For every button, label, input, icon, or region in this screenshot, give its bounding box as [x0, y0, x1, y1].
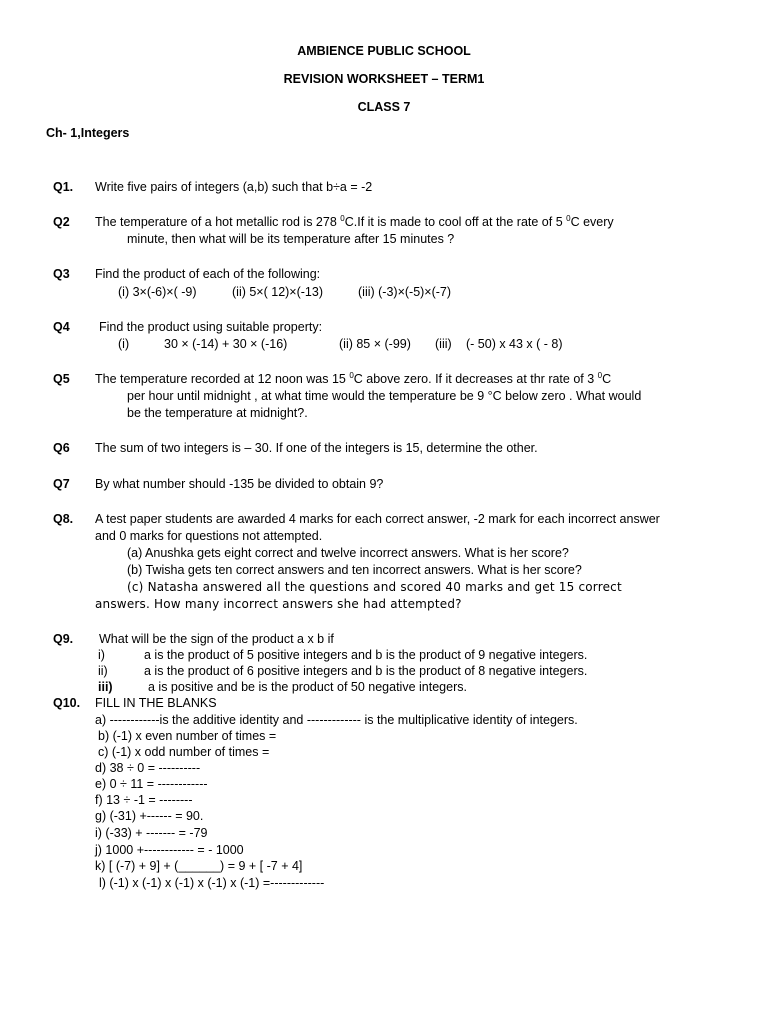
q5-line1-part-c: C — [602, 372, 612, 386]
q8-part-c-line2: answers. How many incorrect answers she had attempted? — [95, 597, 462, 611]
q5-line1 — [95, 372, 611, 386]
class-label: CLASS 7 — [357, 100, 411, 114]
q2-line2: minute, then what will be its temperature after 15 minutes ? — [127, 232, 455, 246]
q10-item: g) (-31) +------ = 90. — [95, 809, 204, 823]
q5-number: Q5 — [53, 372, 70, 386]
q6-text: The sum of two integers is – 30. If one of the integers is 15, determine the other. — [95, 441, 538, 455]
q10-item: d) 38 ÷ 0 = ---------- — [95, 761, 201, 775]
q10-item: c) (-1) x odd number of times = — [98, 745, 270, 759]
q1-text: Write five pairs of integers (a,b) such that b÷a = -2 — [95, 180, 373, 194]
q8-line2: and 0 marks for questions not attempted. — [95, 529, 323, 543]
q10-item: l) (-1) x (-1) x (-1) x (-1) x (-1) =------------- — [99, 876, 325, 890]
q9-number: Q9. — [53, 632, 74, 646]
q9-item-text: a is the product of 6 positive integers and b is the product of 8 negative integers. — [144, 664, 588, 678]
q8-part-a: (a) Anushka gets eight correct and twelve incorrect answers. What is her score? — [127, 546, 569, 560]
q8-part-c-line1: (c) Natasha answered all the questions and scored 40 marks and get 15 correct — [127, 580, 622, 594]
q2-number: Q2 — [53, 215, 70, 229]
q8-line1: A test paper students are awarded 4 marks for each correct answer, -2 mark for each incorrect answer — [95, 512, 660, 526]
q9-text: What will be the sign of the product a x b if — [99, 632, 334, 646]
q3-part-iii: (iii) (-3)×(-5)×(-7) — [358, 285, 452, 299]
q5-line1-part-a: The temperature recorded at 12 noon was 15 — [95, 372, 350, 386]
q7-number: Q7 — [53, 477, 70, 491]
q8-number: Q8. — [53, 512, 74, 526]
q8-part-b: (b) Twisha gets ten correct answers and ten incorrect answers. What is her score? — [127, 563, 582, 577]
q2-line1-part-b: C.If it is made to cool off at the rate of 5 — [344, 215, 567, 229]
q9-item-label: ii) — [98, 664, 108, 678]
q9-item-text: a is positive and be is the product of 50 negative integers. — [148, 680, 467, 694]
q9-item-label: iii) — [98, 680, 113, 694]
q6-number: Q6 — [53, 441, 70, 455]
q7-text: By what number should -135 be divided to obtain 9? — [95, 477, 384, 491]
q2-line1-part-c: C every — [570, 215, 614, 229]
q10-item: a) ------------is the additive identity and ------------- is the multiplicative identity of integers. — [95, 713, 578, 727]
q2-line1-part-a: The temperature of a hot metallic rod is 278 — [95, 215, 341, 229]
q4-part-iii: (- 50) x 43 x ( - 8) — [466, 337, 563, 351]
q3-part-ii: (ii) 5×( 12)×(-13) — [232, 285, 323, 299]
q10-item: e) 0 ÷ 11 = ------------ — [95, 777, 208, 791]
q10-title: FILL IN THE BLANKS — [95, 696, 217, 710]
q10-number: Q10. — [53, 696, 81, 710]
q5-line1-part-b: C above zero. If it decreases at thr rate of 3 — [353, 372, 598, 386]
q3-number: Q3 — [53, 267, 70, 281]
q4-part-i: 30 × (-14) + 30 × (-16) — [164, 337, 288, 351]
q10-item: f) 13 ÷ -1 = -------- — [95, 793, 193, 807]
q10-item: k) [ (-7) + 9] + (______) = 9 + [ -7 + 4] — [95, 859, 303, 873]
q4-part-i-label: (i) — [118, 337, 130, 351]
q4-text: Find the product using suitable property: — [99, 320, 323, 334]
q9-item-text: a is the product of 5 positive integers and b is the product of 9 negative integers. — [144, 648, 588, 662]
q9-item-label: i) — [98, 648, 105, 662]
school-name: AMBIENCE PUBLIC SCHOOL — [297, 44, 471, 58]
degree-mark: 0 — [597, 371, 603, 380]
q4-part-ii: (ii) 85 × (-99) — [339, 337, 411, 351]
q4-number: Q4 — [53, 320, 70, 334]
q4-part-iii-label: (iii) — [435, 337, 452, 351]
q5-line3: be the temperature at midnight?. — [127, 406, 308, 420]
q10-item: i) (-33) + ------- = -79 — [95, 826, 208, 840]
q5-line2: per hour until midnight , at what time would the temperature be 9 °C below zero . What would — [127, 389, 642, 403]
q10-item: j) 1000 +------------ = - 1000 — [95, 843, 244, 857]
chapter-title: Ch- 1,Integers — [46, 126, 130, 140]
q3-part-i: (i) 3×(-6)×( -9) — [118, 285, 197, 299]
worksheet-title: REVISION WORKSHEET – TERM1 — [283, 72, 485, 86]
degree-mark: 0 — [349, 371, 354, 380]
q3-text: Find the product of each of the following: — [95, 267, 321, 281]
degree-mark: 0 — [566, 214, 571, 223]
degree-mark: 0 — [340, 214, 345, 223]
q10-item: b) (-1) x even number of times = — [98, 729, 277, 743]
q2-line1 — [95, 215, 614, 229]
q1-number: Q1. — [53, 180, 74, 194]
